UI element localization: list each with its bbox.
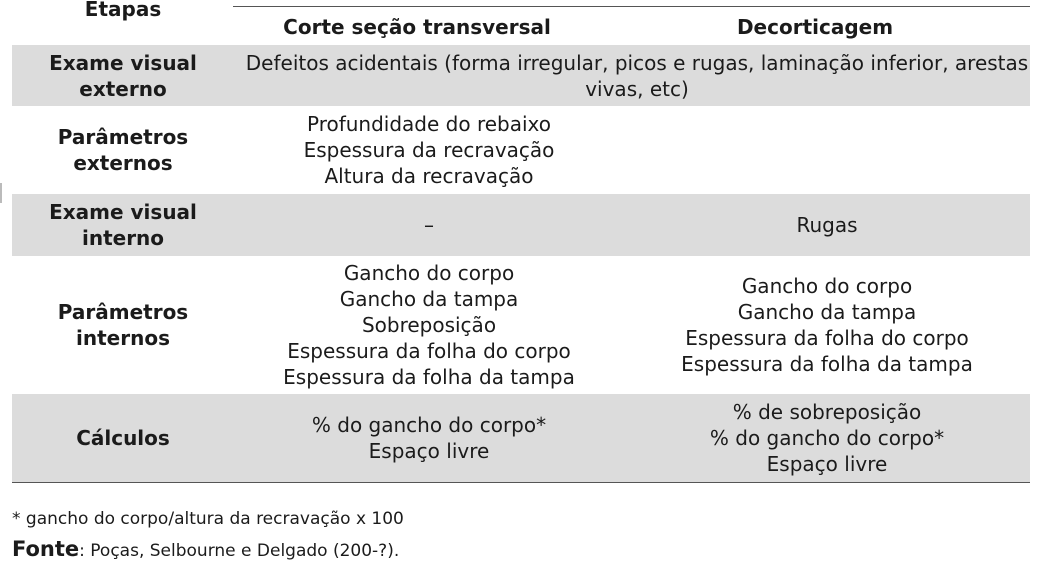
row-exame-visual-interno (12, 194, 1030, 256)
source-label: Fonte (12, 537, 80, 561)
header-col-corte: Corte seção transversal (283, 15, 551, 39)
row-label: Exame visual externo (49, 50, 197, 101)
header-rule (233, 6, 1030, 7)
cell-corte: – (424, 213, 434, 237)
row-label: Exame visual interno (49, 200, 197, 250)
table-bottom-rule (12, 482, 1030, 483)
cell-corte: Profundidade do rebaixo Espessura da recravação Altura da recravação (303, 112, 555, 188)
header-etapas: Etapas (84, 0, 162, 21)
cell-decorticagem: Rugas (796, 213, 858, 237)
source-citation (12, 537, 399, 561)
cell-corte: Gancho do corpo Gancho da tampa Sobreposição Espessura da folha do corpo Espessura da folha da tampa (283, 261, 575, 389)
footnote: * gancho do corpo/altura da recravação x 100 (12, 509, 404, 529)
row-calculos (12, 394, 1030, 482)
row-parametros-externos (12, 106, 1030, 194)
row-label: Parâmetros internos (57, 300, 189, 350)
margin-mark (0, 183, 2, 203)
source-text: : Poças, Selbourne e Delgado (200-?). (79, 541, 400, 561)
spanning-cell: Defeitos acidentais (forma irregular, picos e rugas, laminação inferior, arestas vivas, etc) (245, 50, 1029, 101)
row-label: Parâmetros externos (57, 125, 189, 175)
header-col-decorticagem: Decorticagem (736, 15, 894, 39)
cell-corte: % do gancho do corpo* Espaço livre (311, 413, 547, 463)
row-label: Cálculos (76, 426, 170, 450)
cell-decorticagem: Gancho do corpo Gancho da tampa Espessura da folha do corpo Espessura da folha da tampa (681, 274, 973, 376)
row-exame-visual-externo (12, 45, 1030, 106)
row-parametros-internos (12, 256, 1030, 394)
cell-decorticagem: % de sobreposição % do gancho do corpo* Espaço livre (709, 400, 945, 476)
